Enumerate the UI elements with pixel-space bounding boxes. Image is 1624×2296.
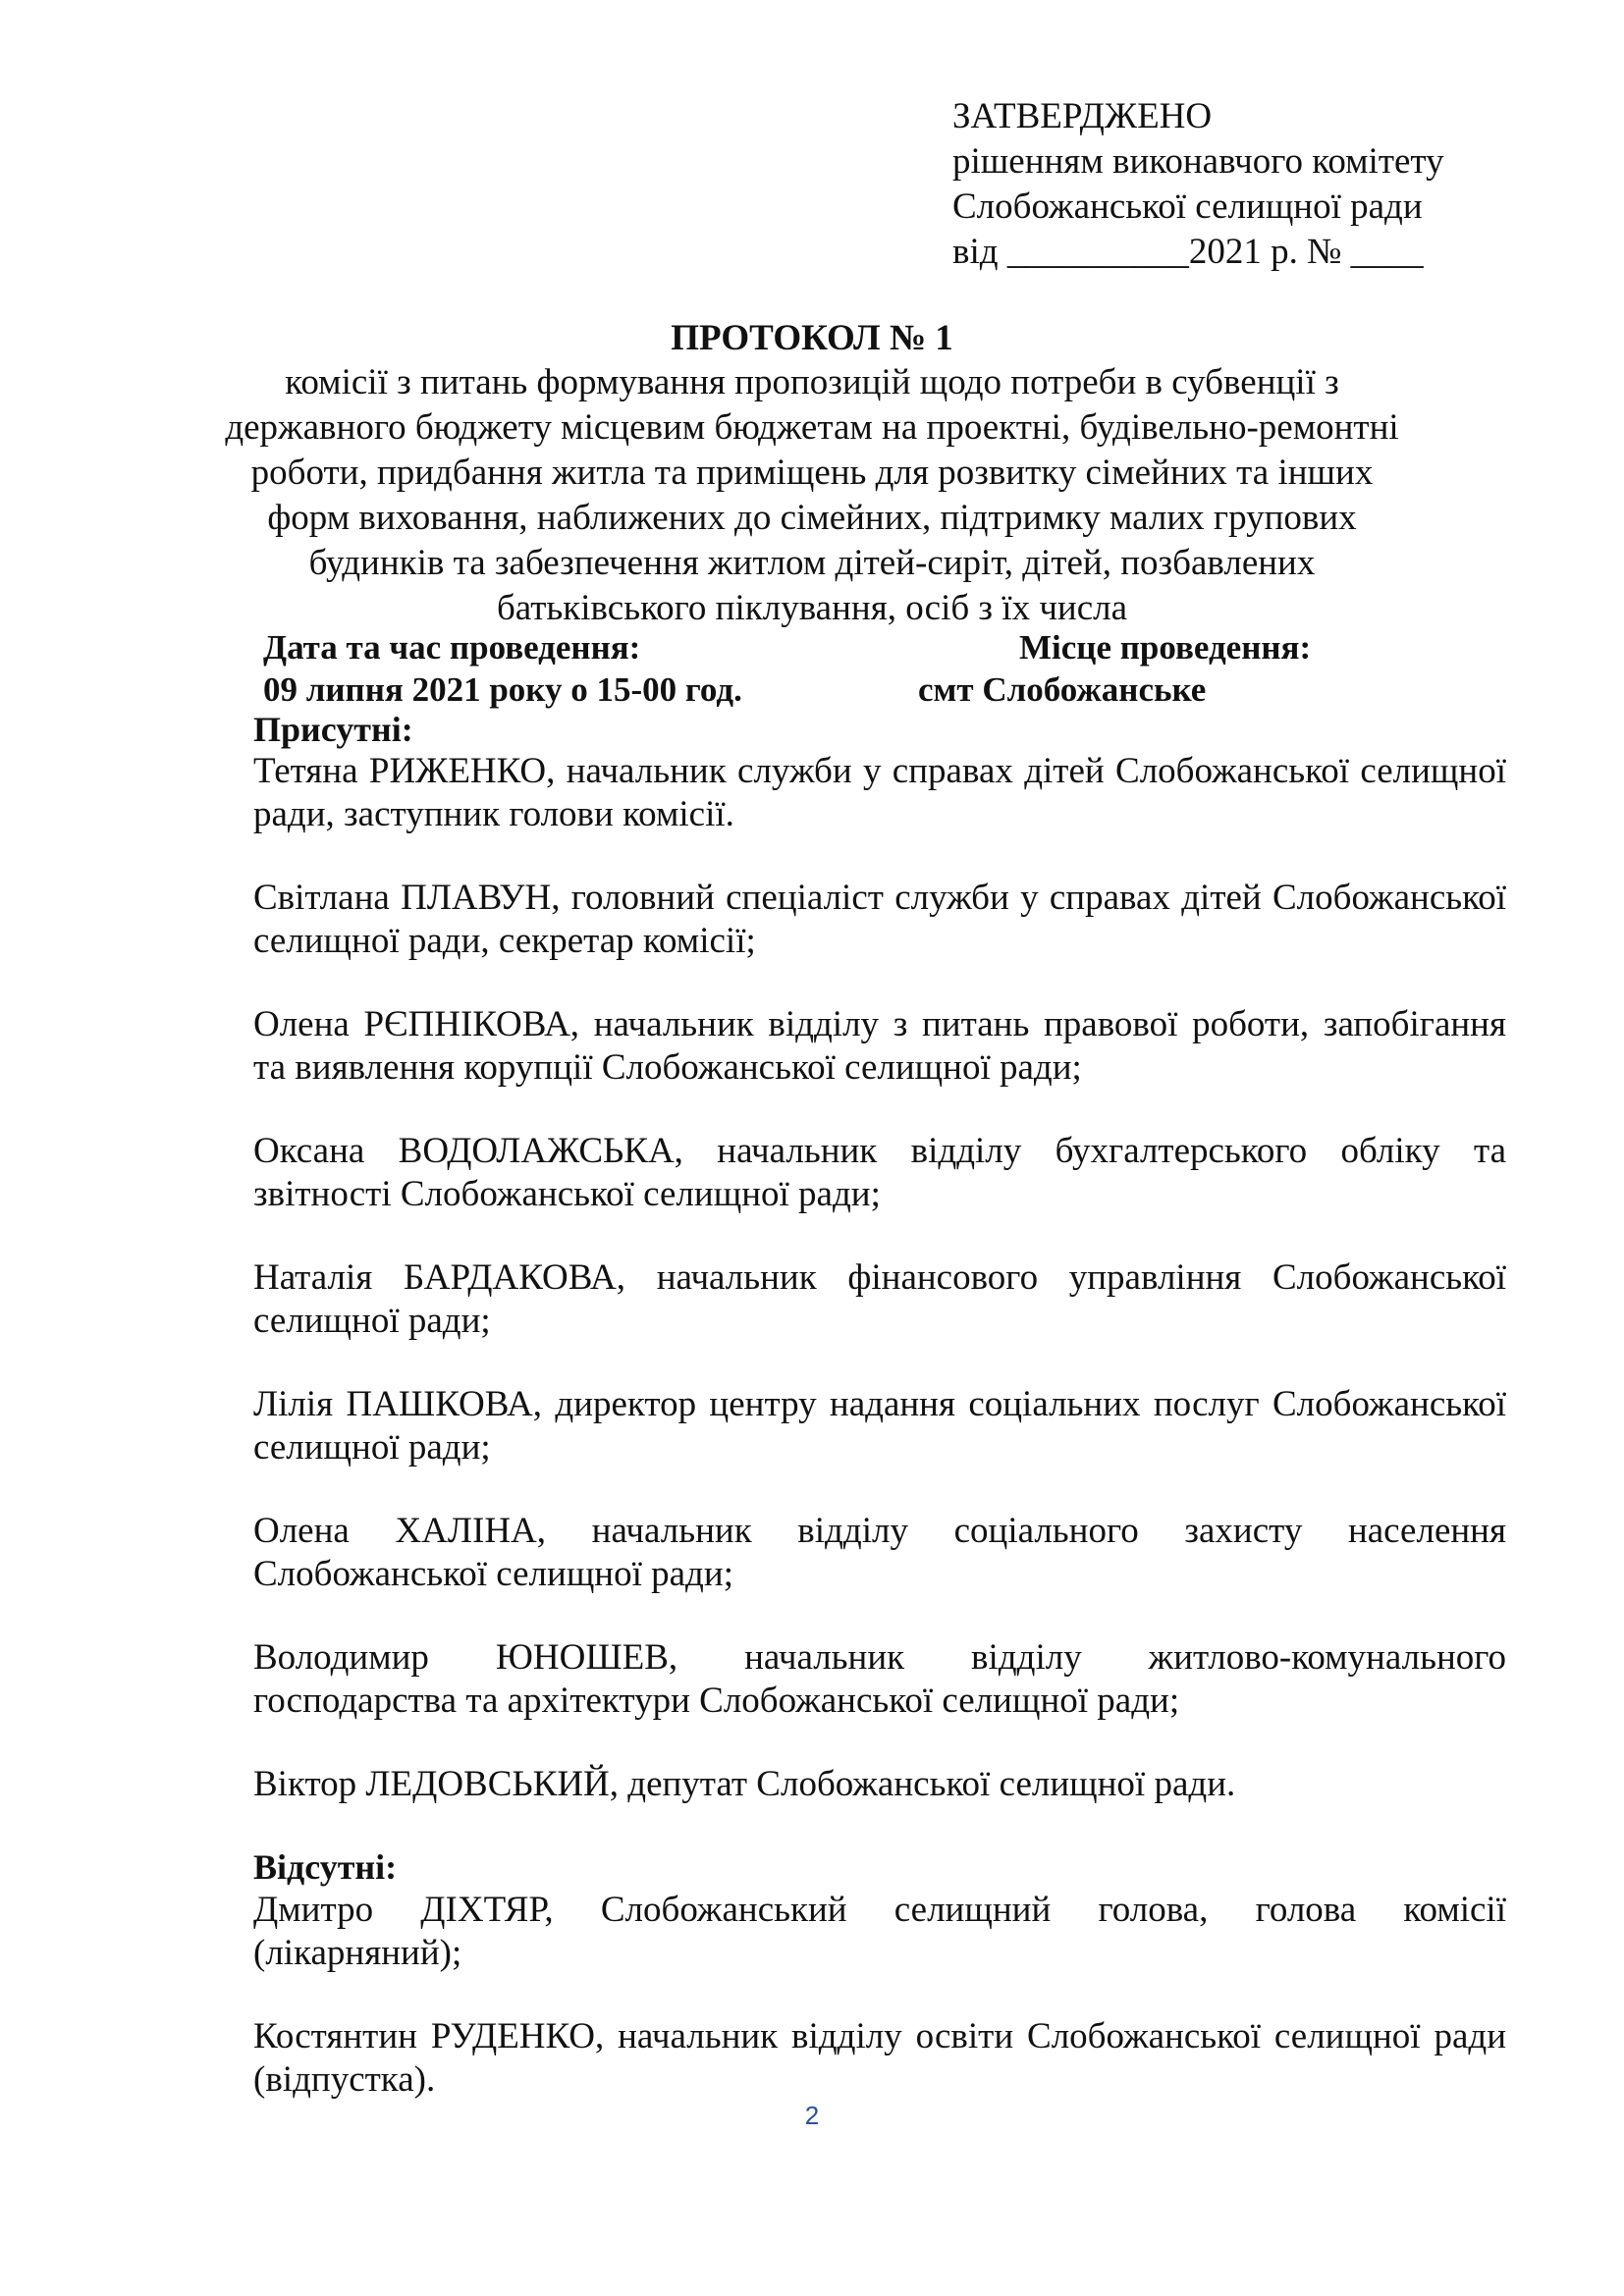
- attendee-entry: [253, 1130, 1506, 1216]
- attendee-line: селищної ради;: [253, 1427, 491, 1468]
- attendee-line: Лілія ПАШКОВА, директор центру надання соціальних послуг Слобожанської: [253, 1384, 1506, 1424]
- present-heading: Присутні:: [253, 710, 413, 749]
- subject-line: будинків та забезпечення житлом дітей-сиріт, дітей, позбавлених: [308, 543, 1316, 583]
- attendee-line: Олена ХАЛІНА, начальник відділу соціального захисту населення: [253, 1511, 1506, 1551]
- attendee-line: звітності Слобожанської селищної ради;: [253, 1174, 881, 1214]
- attendee-line: селищної ради;: [253, 1301, 491, 1341]
- meeting-place-value: смт Слобожанське: [918, 670, 1207, 709]
- approval-date-number: від __________2021 р. № ____: [952, 232, 1424, 272]
- absent-heading: Відсутні:: [253, 1847, 398, 1887]
- subject-line: державного бюджету місцевим бюджетам на проектні, будівельно-ремонтні: [225, 407, 1399, 448]
- attendee-line: та виявлення корупції Слобожанської селищної ради;: [253, 1047, 1082, 1088]
- attendee-line: Олена РЄПНІКОВА, начальник відділу з питань правової роботи, запобігання: [253, 1004, 1506, 1044]
- absentee-entry: [253, 2015, 1506, 2102]
- attendee-line: Світлана ПЛАВУН, головний спеціаліст служби у справах дітей Слобожанської: [253, 878, 1506, 918]
- page-number: 2: [804, 2101, 820, 2130]
- protocol-title: ПРОТОКОЛ № 1: [671, 318, 953, 358]
- attendee-line: Володимир ЮНОШЕВ, начальник відділу житлово-комунального: [253, 1637, 1506, 1678]
- approval-heading: ЗАТВЕРДЖЕНО: [952, 96, 1213, 136]
- attendee-entry: [253, 1383, 1506, 1469]
- attendee-line: господарства та архітектури Слобожанської селищної ради;: [253, 1681, 1180, 1721]
- approval-line: Слобожанської селищної ради: [952, 187, 1423, 227]
- attendee-line: Тетяна РИЖЕНКО, начальник служби у справах дітей Слобожанської селищної: [253, 751, 1506, 791]
- absentee-entry: [253, 1889, 1506, 1975]
- attendee-line: Віктор ЛЕДОВСЬКИЙ, депутат Слобожанської селищної ради.: [253, 1764, 1236, 1804]
- approval-stamp-block: [952, 94, 1581, 275]
- subject-line: комісії з питань формування пропозицій щодо потреби в субвенції з: [285, 362, 1339, 402]
- meeting-date-value: 09 липня 2021 року о 15-00 год.: [263, 670, 742, 709]
- attendee-line: ради, заступник голови комісії.: [253, 794, 734, 834]
- meeting-place-label: Місце проведення:: [1019, 628, 1312, 667]
- absentee-line: (відпустка).: [253, 2059, 436, 2100]
- approval-line: рішенням виконавчого комітету: [952, 141, 1444, 182]
- attendee-entry: [253, 1763, 1506, 1806]
- attendee-entry: [253, 750, 1506, 836]
- attendee-entry: [253, 1003, 1506, 1090]
- protocol-subject: [0, 360, 1624, 631]
- attendee-line: Оксана ВОДОЛАЖСЬКА, начальник відділу бухгалтерського обліку та: [253, 1131, 1506, 1171]
- absentee-line: (лікарняний);: [253, 1933, 462, 1973]
- meeting-date-label: Дата та час проведення:: [263, 628, 641, 667]
- absentee-line: Костянтин РУДЕНКО, начальник відділу освіти Слобожанської селищної ради: [253, 2016, 1506, 2056]
- subject-line: роботи, придбання житла та приміщень для розвитку сімейних та інших: [250, 453, 1374, 493]
- attendee-line: Наталія БАРДАКОВА, начальник фінансового управління Слобожанської: [253, 1257, 1506, 1298]
- attendee-line: Слобожанської селищної ради;: [253, 1554, 733, 1594]
- subject-line: батьківського піклування, осіб з їх числа: [496, 588, 1128, 628]
- attendee-line: селищної ради, секретар комісії;: [253, 921, 756, 961]
- attendee-entry: [253, 1256, 1506, 1343]
- attendee-entry: [253, 877, 1506, 963]
- attendee-entry: [253, 1636, 1506, 1723]
- absentee-line: Дмитро ДІХТЯР, Слобожанський селищний голова, голова комісії: [253, 1890, 1506, 1930]
- subject-line: форм виховання, наближених до сімейних, підтримку малих групових: [267, 498, 1357, 538]
- attendee-entry: [253, 1510, 1506, 1596]
